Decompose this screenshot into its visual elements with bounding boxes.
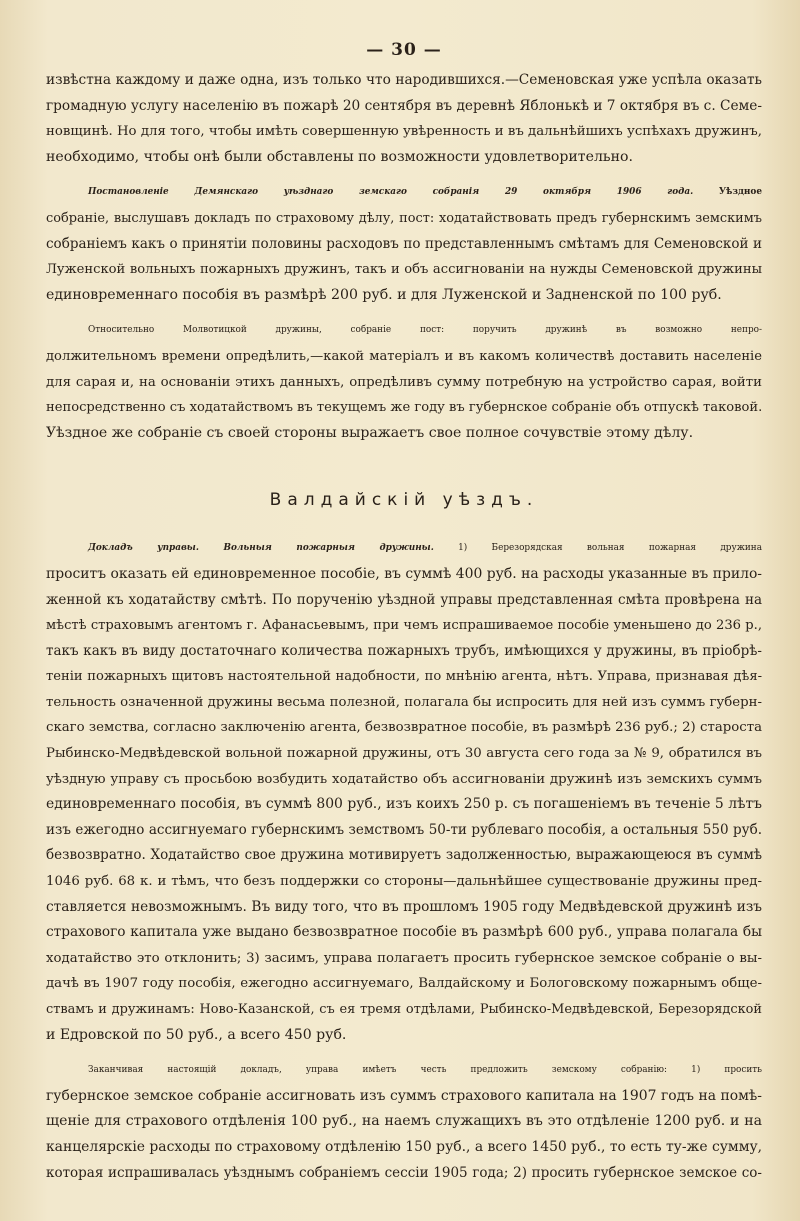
paragraph-conclusion xyxy=(46,1058,762,1186)
paragraph-board-report xyxy=(46,536,762,1048)
text-line: теніи пожарныхъ щитовъ настоятельной надобности, по мнѣнію агента, нѣтъ. Управа, признавая дѣя- xyxy=(46,669,762,685)
text-line: изъ ежегодно ассигнуемаго губернскимъ земствомъ 50-ти рублеваго пособія, а остальныя 550 руб. xyxy=(46,821,762,838)
text-line: Заканчивая настоящій докладъ, управа имѣетъ честь предложить земскому собранію: 1) просить xyxy=(88,1065,762,1076)
paragraph-molvotitsy xyxy=(46,318,762,446)
text-line: мѣстѣ страховымъ агентомъ г. Афанасьевымъ, при чемъ испрашиваемое пособіе уменьшено до 236 р., xyxy=(46,618,762,634)
text-line: проситъ оказать ей единовременное пособіе, въ суммѣ 400 руб. на расходы указанные въ прило- xyxy=(46,565,762,582)
text-line: уѣздную управу съ просьбою возбудить ходатайство объ ассигнованіи дружинѣ изъ земскихъ суммъ xyxy=(46,771,762,787)
text-fragment: 1) Березорядская вольная пожарная дружина xyxy=(433,543,762,554)
text-line: необходимо, чтобы онѣ были обставлены по возможности удовлетворительно. xyxy=(46,148,633,165)
text-line: и Едровской по 50 руб., а всего 450 руб. xyxy=(46,1026,347,1043)
text-line: собраніемъ какъ о принятіи половины расходовъ по представленнымъ смѣтамъ для Семеновской и xyxy=(46,235,762,252)
section-title: Валдайскій уѣздъ. xyxy=(269,490,539,511)
text-line: тельность означенной дружины весьма полезной, полагала бы испросить для ней изъ суммъ губерн- xyxy=(46,694,762,710)
text-line: 1046 руб. 68 к. и тѣмъ, что безъ поддержки со стороны—дальнѣйшее существованіе дружины пред- xyxy=(46,874,762,890)
text-line: непосредственно съ ходатайствомъ въ текущемъ же году въ губернское собраніе объ отпускѣ таковой. xyxy=(46,400,763,416)
text-fragment: Уѣздное xyxy=(693,187,762,198)
text-line: единовременнаго пособія, въ суммѣ 800 руб., изъ коихъ 250 р. съ погашеніемъ въ теченіе 5 лѣтъ xyxy=(46,796,762,813)
text-line: страхового капитала уже выдано безвозвратное пособіе въ размѣрѣ 600 руб., управа полагала бы xyxy=(46,924,762,941)
text-line: должительномъ времени опредѣлить,—какой матеріалъ и въ какомъ количествѣ доставить населеніе xyxy=(46,348,762,364)
text-line: громадную услугу населенію въ пожарѣ 20 сентября въ деревнѣ Яблонькѣ и 7 октября въ с. Семе- xyxy=(46,97,762,114)
resolution-heading: Постановленіе Демянскаго уѣзднаго земскаго собранія 29 октября 1906 года. xyxy=(88,187,694,198)
text-line: Луженской вольныхъ пожарныхъ дружинъ, такъ и объ ассигнованіи на нужды Семеновской дружины xyxy=(46,262,762,278)
text-line: которая испрашивалась уѣзднымъ собраніемъ сессіи 1905 года; 2) просить губернское земское со- xyxy=(46,1164,762,1181)
text-line: ствамъ и дружинамъ: Ново-Казанской, съ ея тремя отдѣлами, Рыбинско-Медвѣдевской, Березорядской xyxy=(46,1002,762,1017)
text-line: собраніе, выслушавъ докладъ по страховому дѣлу, пост: ходатайствовать предъ губернскимъ земскимъ xyxy=(46,210,762,226)
text-line: Уѣздное же собраніе съ своей стороны выражаетъ свое полное сочувствіе этому дѣлу. xyxy=(46,424,694,441)
page-number: — 30 — xyxy=(366,40,442,60)
text-line: новщинѣ. Но для того, чтобы имѣть совершенную увѣренность и въ дальнѣйшихъ успѣхахъ дружинъ, xyxy=(46,124,762,140)
paragraph-resolution-demyansk xyxy=(46,180,762,308)
text-line: дачѣ въ 1907 году пособія, ежегодно ассигнуемаго, Валдайскому и Бологовскому пожарнымъ обще- xyxy=(46,976,762,992)
text-line-first xyxy=(46,180,762,206)
text-line: для сарая и, на основаніи этихъ данныхъ, опредѣливъ сумму потребную на устройство сарая, войти xyxy=(46,374,762,390)
paragraph-continuation xyxy=(46,68,762,170)
text-line: единовременнаго пособія въ размѣрѣ 200 руб. и для Луженской и Задненской по 100 руб. xyxy=(46,286,722,303)
text-line: такъ какъ въ виду достаточнаго количества пожарныхъ трубъ, имѣющихся у дружины, въ пріобрѣ- xyxy=(46,642,762,659)
text-line: ставляется невозможнымъ. Въ виду того, что въ прошломъ 1905 году Медвѣдевской дружинѣ изъ xyxy=(46,898,762,915)
text-line: скаго земства, согласно заключенію агента, безвозвратное пособіе, въ размѣрѣ 236 руб.; 2) староста xyxy=(46,720,762,736)
text-line: канцелярскіе расходы по страховому отдѣленію 150 руб., а всего 1450 руб., то есть ту-же сумму, xyxy=(46,1138,763,1155)
text-line: губернское земское собраніе ассигновать изъ суммъ страхового капитала на 1907 годъ на помѣ- xyxy=(46,1087,762,1104)
report-heading: Докладъ управы. Вольныя пожарныя дружины. xyxy=(88,543,434,554)
text-line-first xyxy=(46,536,762,562)
text-line: женной къ ходатайству смѣтѣ. По порученію уѣздной управы представленная смѣта провѣрена на xyxy=(46,591,762,608)
text-line: Рыбинско-Медвѣдевской вольной пожарной дружины, отъ 30 августа сего года за № 9, обратился въ xyxy=(46,746,762,762)
text-line: безвозвратно. Ходатайство свое дружина мотивируетъ задолженностью, выражающеюся въ суммѣ xyxy=(46,847,762,864)
text-line: щеніе для страхового отдѣленія 100 руб., на наемъ служащихъ въ это отдѣленіе 1200 руб. и на xyxy=(46,1113,762,1130)
text-line: ходатайство это отклонить; 3) засимъ, управа полагаетъ просить губернское земское собраніе о вы- xyxy=(46,950,762,966)
text-line: Относительно Молвотицкой дружины, собраніе пост: поручить дружинѣ въ возможно непро- xyxy=(88,325,762,336)
text-line: извѣстна каждому и даже одна, изъ только что народившихся.—Семеновская уже успѣла оказать xyxy=(46,72,762,88)
